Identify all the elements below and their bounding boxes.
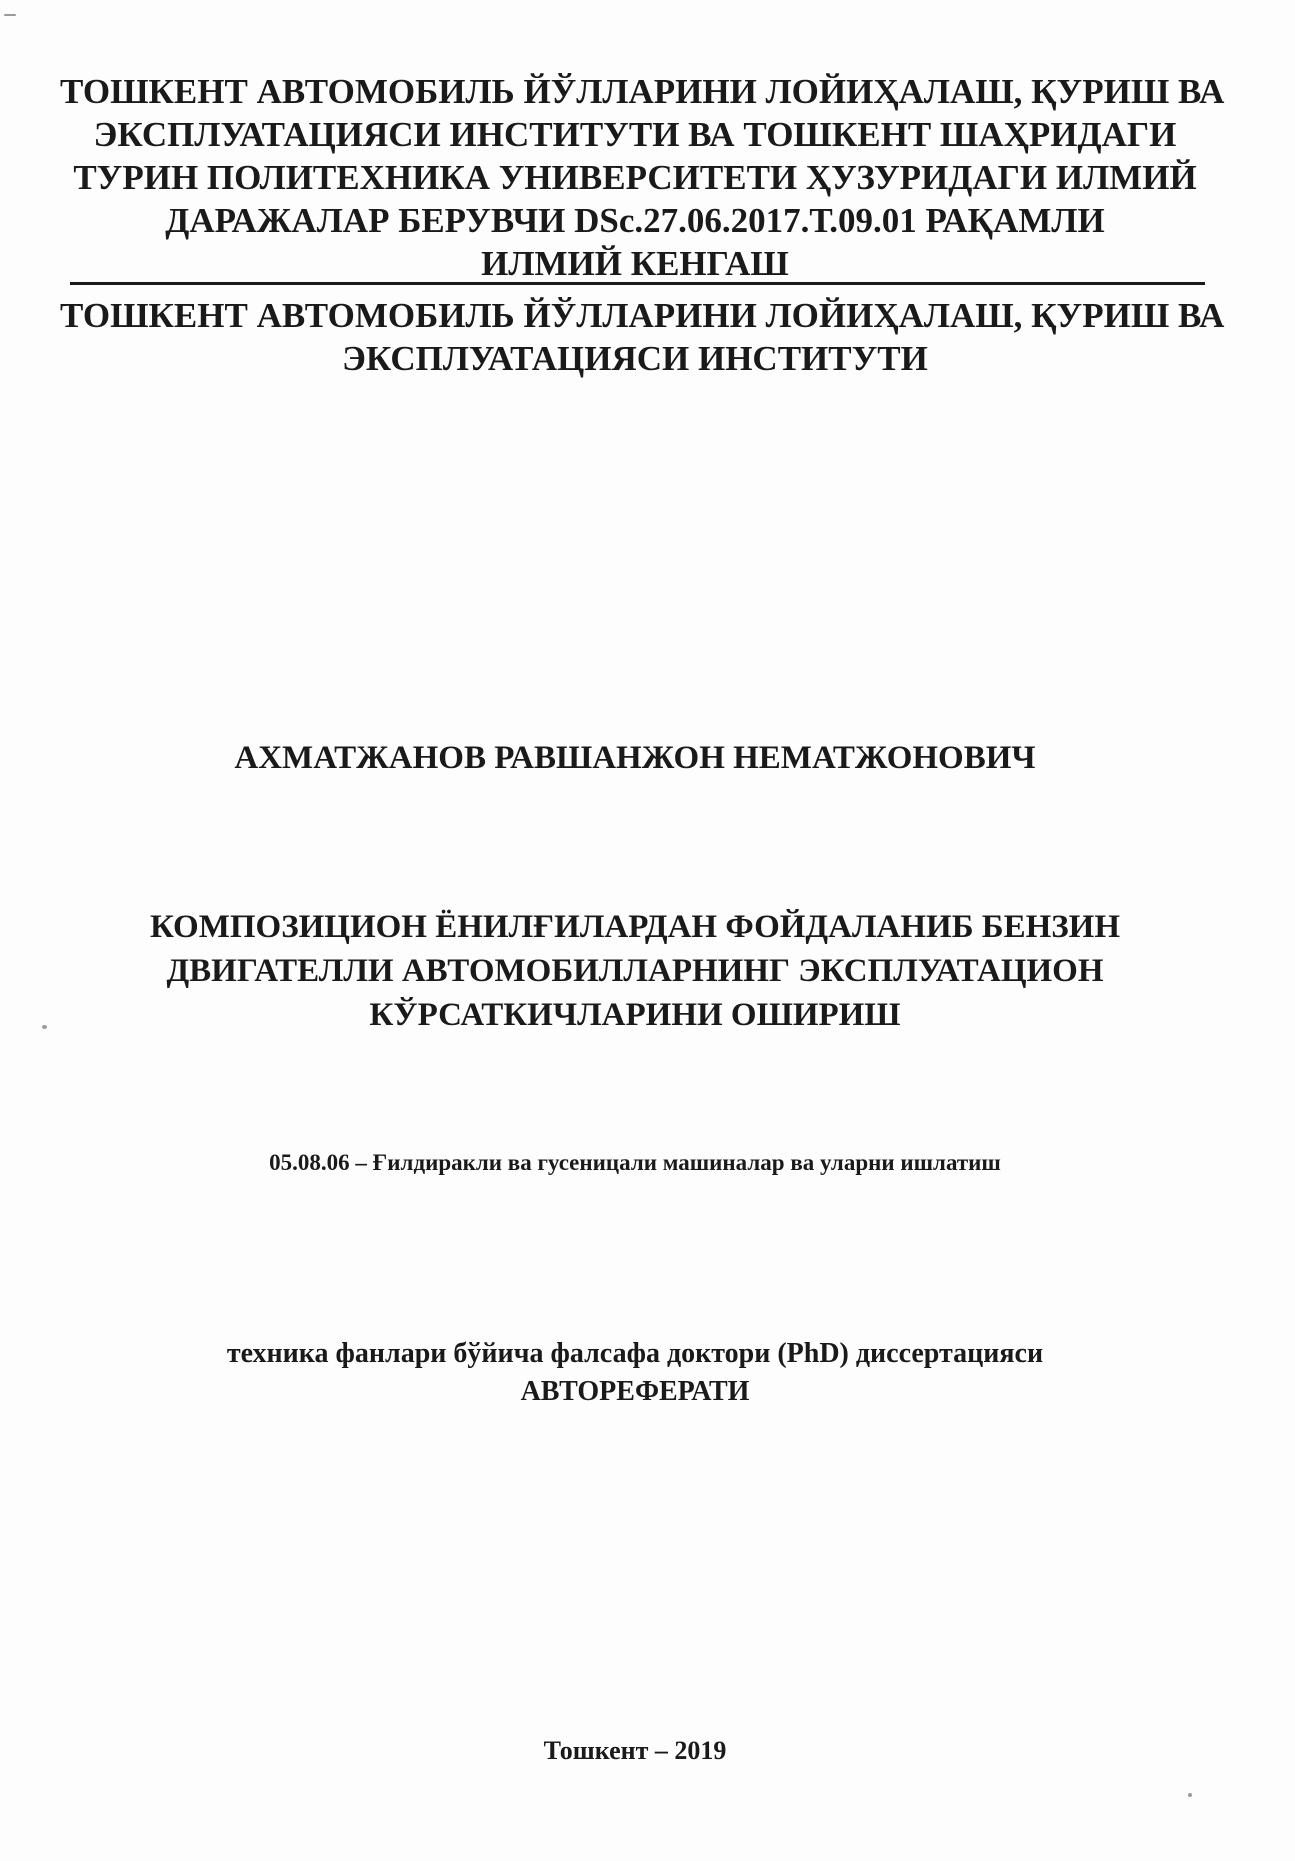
institute-heading-line: ТОШКЕНТ АВТОМОБИЛЬ ЙЎЛЛАРИНИ ЛОЙИҲАЛАШ, ҚУРИШ ВА <box>60 296 1225 335</box>
scan-speck <box>4 14 16 16</box>
scan-speck <box>42 1025 47 1029</box>
author-name: АХМАТЖАНОВ РАВШАНЖОН НЕМАТЖОНОВИЧ <box>234 740 1036 776</box>
city-year: Тошкент – 2019 <box>543 1736 727 1765</box>
council-heading-line: ИЛМИЙ КЕНГАШ <box>481 244 789 283</box>
council-heading-line: ЭКСПЛУАТАЦИЯСИ ИНСТИТУТИ ВА ТОШКЕНТ ШАҲРИДАГИ <box>93 115 1177 154</box>
council-heading-line: ТУРИН ПОЛИТЕХНИКА УНИВЕРСИТЕТИ ҲУЗУРИДАГИ ИЛМИЙ <box>73 158 1197 197</box>
degree-line: техника фанлари бўйича фалсафа доктори (PhD) диссертацияси <box>226 1338 1044 1369</box>
council-heading-line: ДАРАЖАЛАР БЕРУВЧИ DSc.27.06.2017.Т.09.01 РАҚАМЛИ <box>165 201 1105 240</box>
degree-statement <box>60 1335 1210 1411</box>
degree-line: АВТОРЕФЕРАТИ <box>520 1376 750 1407</box>
scan-speck <box>1188 1793 1192 1797</box>
institute-heading-line: ЭКСПЛУАТАЦИЯСИ ИНСТИТУТИ <box>342 339 928 378</box>
title-line: КОМПОЗИЦИОН ЁНИЛҒИЛАРДАН ФОЙДАЛАНИБ БЕНЗИН <box>149 909 1121 945</box>
title-line: КЎРСАТКИЧЛАРИНИ ОШИРИШ <box>369 997 901 1033</box>
council-heading <box>60 70 1225 285</box>
specialty-code: 05.08.06 – Ғилдиракли ва гусеницали машиналар ва уларни ишлатиш <box>269 1150 1001 1175</box>
heading-divider <box>70 282 1205 285</box>
dissertation-title <box>60 905 1210 1037</box>
institute-heading <box>60 294 1225 380</box>
council-heading-line: ТОШКЕНТ АВТОМОБИЛЬ ЙЎЛЛАРИНИ ЛОЙИҲАЛАШ, ҚУРИШ ВА <box>60 72 1225 111</box>
title-line: ДВИГАТЕЛЛИ АВТОМОБИЛЛАРНИНГ ЭКСПЛУАТАЦИОН <box>166 953 1104 989</box>
